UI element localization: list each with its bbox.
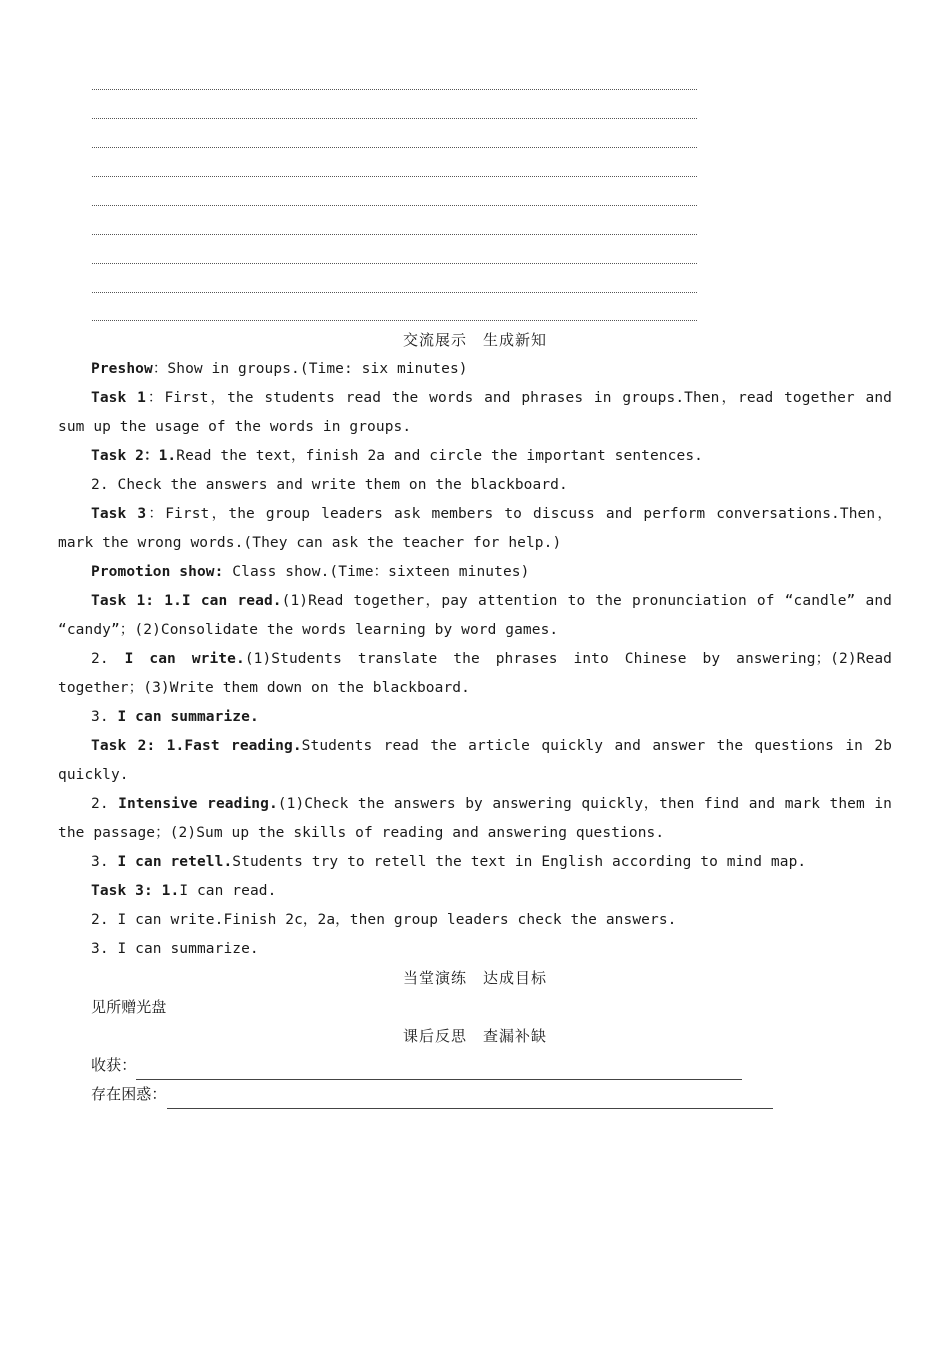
promotion-task3-item3: 3. I can summarize. [91, 941, 259, 957]
item-number: 2. [91, 651, 125, 667]
doubt-row [58, 1080, 892, 1109]
gain-fill-line[interactable] [136, 1059, 742, 1080]
dotted-line [92, 292, 697, 293]
preshow-task3 [58, 500, 892, 558]
item-text: (1)Check the answers by answering quickly，then find and mark them in the passage；(2)Sum up the skills of reading and answering questions. [58, 796, 892, 841]
promotion-task1 [58, 587, 892, 645]
main-content [58, 326, 892, 1109]
promotion-task2 [58, 732, 892, 790]
preshow-task1-text: ：First，the students read the words and phrases in groups.Then，read together and sum up the usage of the words in groups. [58, 390, 893, 435]
item-label: I can retell. [117, 854, 233, 870]
promotion-task2-text: Students read the article quickly and answer the questions in 2b quickly. [58, 738, 892, 783]
promotion-task3-label: Task 3: 1. [91, 883, 180, 899]
item-label: I can summarize. [117, 709, 259, 725]
item-number: 2. [91, 796, 119, 812]
promotion-task3 [58, 877, 892, 906]
preshow-task1 [58, 384, 892, 442]
doubt-fill-line[interactable] [167, 1088, 773, 1109]
item-number: 3. [91, 709, 118, 725]
promotion-paragraph [58, 558, 892, 587]
promotion-task2-label: Task 2: 1.Fast reading. [91, 738, 302, 754]
item-text: Students try to retell the text in English according to mind map. [232, 854, 807, 870]
promotion-task2-item3 [58, 848, 892, 877]
promotion-task2-item2 [58, 790, 892, 848]
preshow-task2 [58, 442, 892, 471]
promotion-label: Promotion show: [91, 564, 224, 580]
preshow-text: ：Show in groups.(Time: six minutes) [152, 361, 468, 377]
promotion-task1-item3 [58, 703, 892, 732]
gain-label: 收获： [91, 1056, 137, 1074]
promotion-task3-text: I can read. [179, 883, 277, 899]
promotion-task3-item2: 2. I can write.Finish 2c，2a，then group leaders check the answers. [91, 912, 677, 928]
preshow-task2-item2: 2. Check the answers and write them on the blackboard. [91, 477, 568, 493]
preshow-task1-label: Task 1 [91, 390, 146, 406]
dotted-line [92, 263, 697, 264]
gain-row [58, 1051, 892, 1080]
preshow-label: Preshow [91, 361, 153, 377]
dotted-line [92, 118, 697, 119]
preshow-paragraph [58, 355, 892, 384]
promotion-task1-text: (1)Read together，pay attention to the pronunciation of “candle” and “candy”；(2)Consolidate the words learning by word games. [58, 593, 892, 638]
section-title-practice: 当堂演练 达成目标 [402, 969, 547, 987]
dotted-line [92, 89, 697, 90]
item-text: (1)Students translate the phrases into Chinese by answering；(2)Read together；(3)Write them down on the blackboard. [58, 651, 892, 696]
promotion-task1-item2 [58, 645, 892, 703]
promotion-task1-label: Task 1: 1.I can read. [91, 593, 282, 609]
dotted-line [92, 320, 697, 321]
dotted-line [92, 147, 697, 148]
preshow-task2-label: Task 2：1. [91, 448, 177, 464]
dotted-line [92, 234, 697, 235]
section-title-exchange: 交流展示 生成新知 [402, 331, 547, 349]
item-number: 3. [91, 854, 118, 870]
preshow-task3-label: Task 3 [91, 506, 147, 522]
preshow-task2-text: Read the text，finish 2a and circle the important sentences. [176, 448, 703, 464]
section-title-reflect: 课后反思 查漏补缺 [402, 1027, 547, 1045]
promotion-text: Class show.(Time：sixteen minutes) [223, 564, 530, 580]
item-label: I can write. [124, 651, 245, 667]
item-label: Intensive reading. [118, 796, 278, 812]
practice-note: 见所赠光盘 [91, 998, 167, 1016]
preshow-task3-text: ：First，the group leaders ask members to discuss and perform conversations.Then，mark the wrong words.(They can ask the teacher for help.) [58, 506, 893, 551]
dotted-line [92, 205, 697, 206]
doubt-label: 存在困惑： [91, 1085, 167, 1103]
dotted-line [92, 176, 697, 177]
